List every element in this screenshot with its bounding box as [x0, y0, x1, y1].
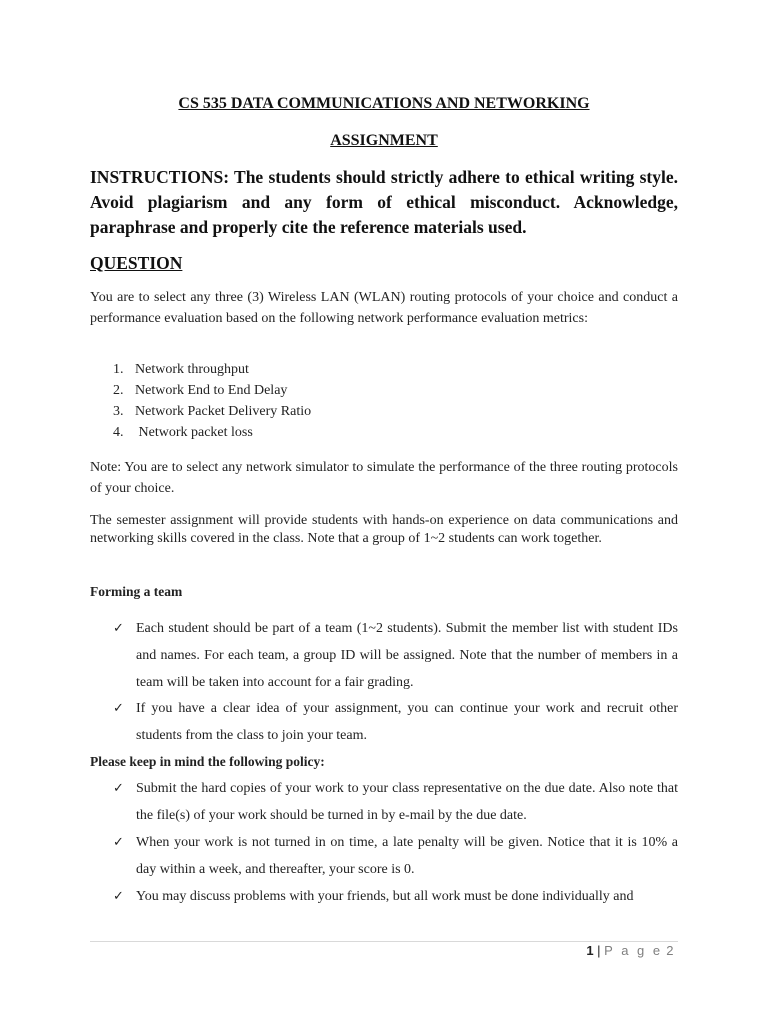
semester-paragraph: The semester assignment will provide students with hands-on experience on data communications and networking skills covered in the class. Note that a group of 1~2 students can work together.	[90, 513, 678, 546]
metric-number: 1.	[113, 362, 124, 377]
policy-bullet	[113, 829, 678, 883]
footer-separator: |	[593, 943, 605, 958]
page-label: P a g e	[604, 943, 663, 958]
note-paragraph: Note: You are to select any network simulator to simulate the performance of the three routing protocols of your choice.	[90, 460, 678, 496]
checkmark-icon: ✓	[113, 621, 124, 636]
policy-heading: Please keep in mind the following policy:	[90, 754, 325, 769]
checkmark-icon: ✓	[113, 781, 124, 796]
instructions-paragraph: INSTRUCTIONS: The students should strictly adhere to ethical writing style. Avoid plagiarism and any form of ethical misconduct. Acknowledge, paraphrase and properly cite the reference materials used.	[90, 167, 678, 237]
assignment-title: ASSIGNMENT	[330, 132, 438, 149]
checkmark-icon: ✓	[113, 889, 124, 904]
metric-number: 2.	[113, 383, 124, 398]
metric-label: Network Packet Delivery Ratio	[135, 404, 312, 419]
metric-item	[113, 404, 311, 420]
metric-item	[113, 362, 249, 378]
bullet-text: Each student should be part of a team (1~2 students). Submit the member list with student IDs and names. For each team, a group ID will be assigned. Note that the number of members in a team will be taken into account for a fair grading.	[136, 621, 678, 690]
metric-item	[113, 383, 287, 399]
bullet-text: You may discuss problems with your friends, but all work must be done individually and	[136, 889, 634, 904]
bullet-text: If you have a clear idea of your assignment, you can continue your work and recruit other students from the class to join your team.	[136, 701, 678, 743]
question-text: You are to select any three (3) Wireless LAN (WLAN) routing protocols of your choice and conduct a performance evaluation based on the following network performance evaluation metrics:	[90, 290, 678, 326]
metric-label: Network throughput	[135, 362, 249, 377]
metric-item	[113, 425, 253, 441]
question-heading: QUESTION	[90, 253, 183, 273]
total-pages: 2	[666, 943, 676, 958]
team-bullet	[113, 695, 678, 749]
policy-bullet	[113, 883, 678, 910]
page-footer	[586, 943, 676, 958]
metric-label: Network End to End Delay	[135, 383, 288, 398]
page-number: 1	[586, 943, 594, 958]
checkmark-icon: ✓	[113, 835, 124, 850]
course-title: CS 535 DATA COMMUNICATIONS AND NETWORKING	[178, 95, 590, 112]
metric-number: 4.	[113, 425, 124, 440]
forming-team-heading: Forming a team	[90, 584, 183, 599]
bullet-text: Submit the hard copies of your work to your class representative on the due date. Also note that the file(s) of your work should be turned in by e-mail by the due date.	[136, 781, 678, 823]
footer-divider	[90, 941, 678, 942]
checkmark-icon: ✓	[113, 701, 124, 716]
team-bullet	[113, 615, 678, 696]
metric-label: Network packet loss	[135, 425, 253, 440]
bullet-text: When your work is not turned in on time, a late penalty will be given. Notice that it is 10% a day within a week, and thereafter, your score is 0.	[136, 835, 678, 877]
policy-bullet	[113, 775, 678, 829]
metric-number: 3.	[113, 404, 124, 419]
